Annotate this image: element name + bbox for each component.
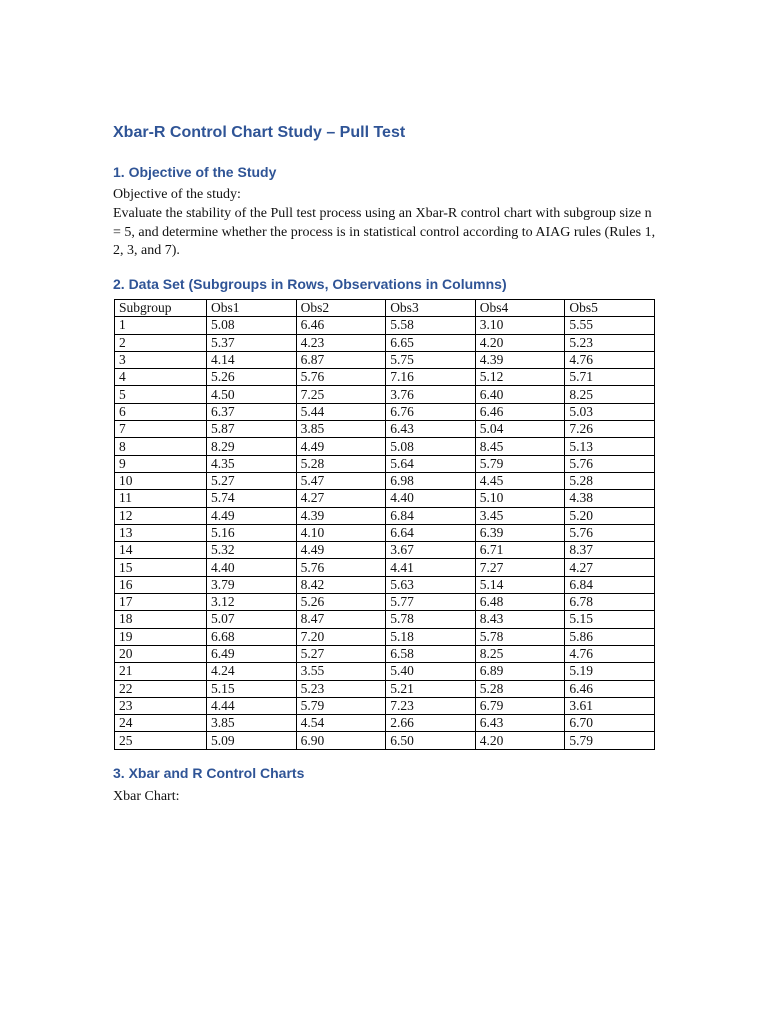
- table-row: [115, 697, 655, 714]
- observation-cell: 8.45: [475, 438, 565, 455]
- subgroup-cell: 10: [115, 472, 207, 489]
- observation-cell: 5.79: [296, 697, 386, 714]
- table-row: [115, 369, 655, 386]
- observation-cell: 4.49: [296, 438, 386, 455]
- observation-cell: 8.25: [475, 645, 565, 662]
- table-row: [115, 576, 655, 593]
- observation-cell: 5.09: [207, 732, 297, 749]
- observation-cell: 5.08: [386, 438, 476, 455]
- observation-cell: 6.90: [296, 732, 386, 749]
- observation-cell: 6.43: [386, 421, 476, 438]
- observation-cell: 3.45: [475, 507, 565, 524]
- observation-cell: 6.79: [475, 697, 565, 714]
- observation-cell: 4.20: [475, 334, 565, 351]
- observation-cell: 5.19: [565, 663, 655, 680]
- observation-cell: 6.84: [386, 507, 476, 524]
- observation-cell: 5.76: [296, 369, 386, 386]
- observation-cell: 8.29: [207, 438, 297, 455]
- observation-cell: 5.13: [565, 438, 655, 455]
- observation-cell: 4.14: [207, 351, 297, 368]
- column-header: Obs3: [386, 300, 476, 317]
- observation-cell: 6.40: [475, 386, 565, 403]
- observation-cell: 8.42: [296, 576, 386, 593]
- observation-cell: 4.20: [475, 732, 565, 749]
- subgroup-cell: 23: [115, 697, 207, 714]
- observation-cell: 4.39: [296, 507, 386, 524]
- observation-cell: 6.50: [386, 732, 476, 749]
- observation-cell: 6.71: [475, 542, 565, 559]
- subgroup-cell: 11: [115, 490, 207, 507]
- observation-cell: 5.26: [207, 369, 297, 386]
- observation-cell: 5.78: [475, 628, 565, 645]
- section-heading-objective: 1. Objective of the Study: [113, 164, 277, 180]
- observation-cell: 3.10: [475, 317, 565, 334]
- observation-cell: 5.20: [565, 507, 655, 524]
- observation-cell: 5.28: [565, 472, 655, 489]
- observation-cell: 5.75: [386, 351, 476, 368]
- observation-cell: 5.23: [296, 680, 386, 697]
- subgroup-cell: 19: [115, 628, 207, 645]
- observation-cell: 5.10: [475, 490, 565, 507]
- observation-cell: 5.27: [207, 472, 297, 489]
- observation-cell: 5.37: [207, 334, 297, 351]
- subgroup-cell: 14: [115, 542, 207, 559]
- table-row: [115, 542, 655, 559]
- observation-cell: 8.37: [565, 542, 655, 559]
- table-body: [115, 317, 655, 749]
- observation-cell: 4.41: [386, 559, 476, 576]
- observation-cell: 5.12: [475, 369, 565, 386]
- table-row: [115, 594, 655, 611]
- column-header: Obs5: [565, 300, 655, 317]
- table-row: [115, 490, 655, 507]
- observation-cell: 5.76: [565, 524, 655, 541]
- table-row: [115, 645, 655, 662]
- column-header: Obs2: [296, 300, 386, 317]
- observation-cell: 4.44: [207, 697, 297, 714]
- observation-cell: 7.25: [296, 386, 386, 403]
- observation-cell: 4.38: [565, 490, 655, 507]
- observation-cell: 3.79: [207, 576, 297, 593]
- observation-cell: 4.76: [565, 351, 655, 368]
- observation-cell: 5.23: [565, 334, 655, 351]
- observation-cell: 5.47: [296, 472, 386, 489]
- observation-cell: 4.40: [207, 559, 297, 576]
- observation-cell: 4.76: [565, 645, 655, 662]
- observation-cell: 6.46: [475, 403, 565, 420]
- observation-cell: 6.37: [207, 403, 297, 420]
- table-row: [115, 351, 655, 368]
- observation-cell: 4.39: [475, 351, 565, 368]
- observation-cell: 4.24: [207, 663, 297, 680]
- observation-cell: 5.44: [296, 403, 386, 420]
- observation-cell: 6.98: [386, 472, 476, 489]
- observation-cell: 5.08: [207, 317, 297, 334]
- observation-cell: 6.46: [296, 317, 386, 334]
- observation-cell: 5.76: [565, 455, 655, 472]
- section-heading-data-set: 2. Data Set (Subgroups in Rows, Observations in Columns): [113, 276, 507, 292]
- observation-cell: 6.43: [475, 715, 565, 732]
- observation-cell: 5.79: [565, 732, 655, 749]
- table-row: [115, 680, 655, 697]
- observation-cell: 4.49: [207, 507, 297, 524]
- observation-cell: 5.87: [207, 421, 297, 438]
- table-row: [115, 386, 655, 403]
- subgroup-cell: 25: [115, 732, 207, 749]
- observation-cell: 6.68: [207, 628, 297, 645]
- column-header: Subgroup: [115, 300, 207, 317]
- subgroup-cell: 7: [115, 421, 207, 438]
- observation-cell: 5.26: [296, 594, 386, 611]
- observation-cell: 5.79: [475, 455, 565, 472]
- subgroup-cell: 8: [115, 438, 207, 455]
- observation-cell: 5.64: [386, 455, 476, 472]
- objective-label: Objective of the study:: [113, 187, 241, 202]
- observation-cell: 3.55: [296, 663, 386, 680]
- observation-cell: 5.04: [475, 421, 565, 438]
- table-row: [115, 421, 655, 438]
- observation-cell: 6.58: [386, 645, 476, 662]
- table-row: [115, 334, 655, 351]
- observation-cell: 4.45: [475, 472, 565, 489]
- observation-cell: 5.77: [386, 594, 476, 611]
- observation-cell: 5.76: [296, 559, 386, 576]
- table-row: [115, 472, 655, 489]
- observation-cell: 6.78: [565, 594, 655, 611]
- observation-cell: 4.35: [207, 455, 297, 472]
- observation-cell: 8.43: [475, 611, 565, 628]
- observation-cell: 5.18: [386, 628, 476, 645]
- observation-cell: 5.15: [565, 611, 655, 628]
- observation-cell: 3.76: [386, 386, 476, 403]
- observation-cell: 5.55: [565, 317, 655, 334]
- subgroup-cell: 21: [115, 663, 207, 680]
- observation-cell: 7.23: [386, 697, 476, 714]
- observation-cell: 6.84: [565, 576, 655, 593]
- table-row: [115, 663, 655, 680]
- subgroup-cell: 15: [115, 559, 207, 576]
- observation-cell: 4.27: [296, 490, 386, 507]
- table-row: [115, 507, 655, 524]
- observation-cell: 6.89: [475, 663, 565, 680]
- observation-cell: 4.10: [296, 524, 386, 541]
- subgroup-cell: 2: [115, 334, 207, 351]
- observation-cell: 3.67: [386, 542, 476, 559]
- table-row: [115, 524, 655, 541]
- subgroup-cell: 13: [115, 524, 207, 541]
- observation-cell: 5.15: [207, 680, 297, 697]
- observation-cell: 5.16: [207, 524, 297, 541]
- objective-text: Evaluate the stability of the Pull test process using an Xbar-R control chart with subgroup size n = 5, and determine whether the process is in statistical control according to AIAG rules (Rules 1, 2, 3, and 7).: [113, 206, 656, 258]
- observation-cell: 3.85: [207, 715, 297, 732]
- xbar-chart-label: Xbar Chart:: [113, 789, 180, 804]
- subgroup-cell: 20: [115, 645, 207, 662]
- observation-cell: 7.20: [296, 628, 386, 645]
- observation-cell: 6.48: [475, 594, 565, 611]
- subgroup-cell: 5: [115, 386, 207, 403]
- observation-cell: 2.66: [386, 715, 476, 732]
- observation-cell: 6.76: [386, 403, 476, 420]
- table-row: [115, 317, 655, 334]
- observation-cell: 6.87: [296, 351, 386, 368]
- observation-cell: 4.54: [296, 715, 386, 732]
- observation-cell: 6.64: [386, 524, 476, 541]
- observation-cell: 3.85: [296, 421, 386, 438]
- column-header: Obs4: [475, 300, 565, 317]
- table-row: [115, 732, 655, 749]
- subgroup-cell: 22: [115, 680, 207, 697]
- observation-cell: 4.27: [565, 559, 655, 576]
- observation-cell: 5.63: [386, 576, 476, 593]
- observation-cell: 7.27: [475, 559, 565, 576]
- observation-cell: 8.47: [296, 611, 386, 628]
- observation-cell: 7.26: [565, 421, 655, 438]
- subgroup-cell: 18: [115, 611, 207, 628]
- observation-cell: 5.78: [386, 611, 476, 628]
- subgroup-cell: 24: [115, 715, 207, 732]
- observation-cell: 5.28: [296, 455, 386, 472]
- table-row: [115, 438, 655, 455]
- table-row: [115, 403, 655, 420]
- table-row: [115, 559, 655, 576]
- observation-cell: 5.74: [207, 490, 297, 507]
- observation-cell: 5.14: [475, 576, 565, 593]
- observation-cell: 4.49: [296, 542, 386, 559]
- data-table: [114, 299, 655, 750]
- subgroup-cell: 3: [115, 351, 207, 368]
- subgroup-cell: 9: [115, 455, 207, 472]
- section-heading-control-charts: 3. Xbar and R Control Charts: [113, 765, 305, 781]
- observation-cell: 4.40: [386, 490, 476, 507]
- table-row: [115, 611, 655, 628]
- table-row: [115, 455, 655, 472]
- document-title: Xbar-R Control Chart Study – Pull Test: [113, 124, 406, 141]
- observation-cell: 5.40: [386, 663, 476, 680]
- subgroup-cell: 12: [115, 507, 207, 524]
- subgroup-cell: 17: [115, 594, 207, 611]
- observation-cell: 6.46: [565, 680, 655, 697]
- column-header: Obs1: [207, 300, 297, 317]
- observation-cell: 5.58: [386, 317, 476, 334]
- observation-cell: 5.32: [207, 542, 297, 559]
- observation-cell: 8.25: [565, 386, 655, 403]
- observation-cell: 5.86: [565, 628, 655, 645]
- observation-cell: 5.27: [296, 645, 386, 662]
- observation-cell: 5.28: [475, 680, 565, 697]
- table-header-row: [115, 300, 655, 317]
- observation-cell: 4.23: [296, 334, 386, 351]
- table-row: [115, 715, 655, 732]
- observation-cell: 5.03: [565, 403, 655, 420]
- observation-cell: 3.12: [207, 594, 297, 611]
- observation-cell: 5.07: [207, 611, 297, 628]
- observation-cell: 6.65: [386, 334, 476, 351]
- observation-cell: 6.39: [475, 524, 565, 541]
- observation-cell: 5.71: [565, 369, 655, 386]
- observation-cell: 5.21: [386, 680, 476, 697]
- observation-cell: 6.70: [565, 715, 655, 732]
- observation-cell: 4.50: [207, 386, 297, 403]
- observation-cell: 6.49: [207, 645, 297, 662]
- subgroup-cell: 6: [115, 403, 207, 420]
- observation-cell: 3.61: [565, 697, 655, 714]
- table-row: [115, 628, 655, 645]
- subgroup-cell: 4: [115, 369, 207, 386]
- observation-cell: 7.16: [386, 369, 476, 386]
- subgroup-cell: 16: [115, 576, 207, 593]
- subgroup-cell: 1: [115, 317, 207, 334]
